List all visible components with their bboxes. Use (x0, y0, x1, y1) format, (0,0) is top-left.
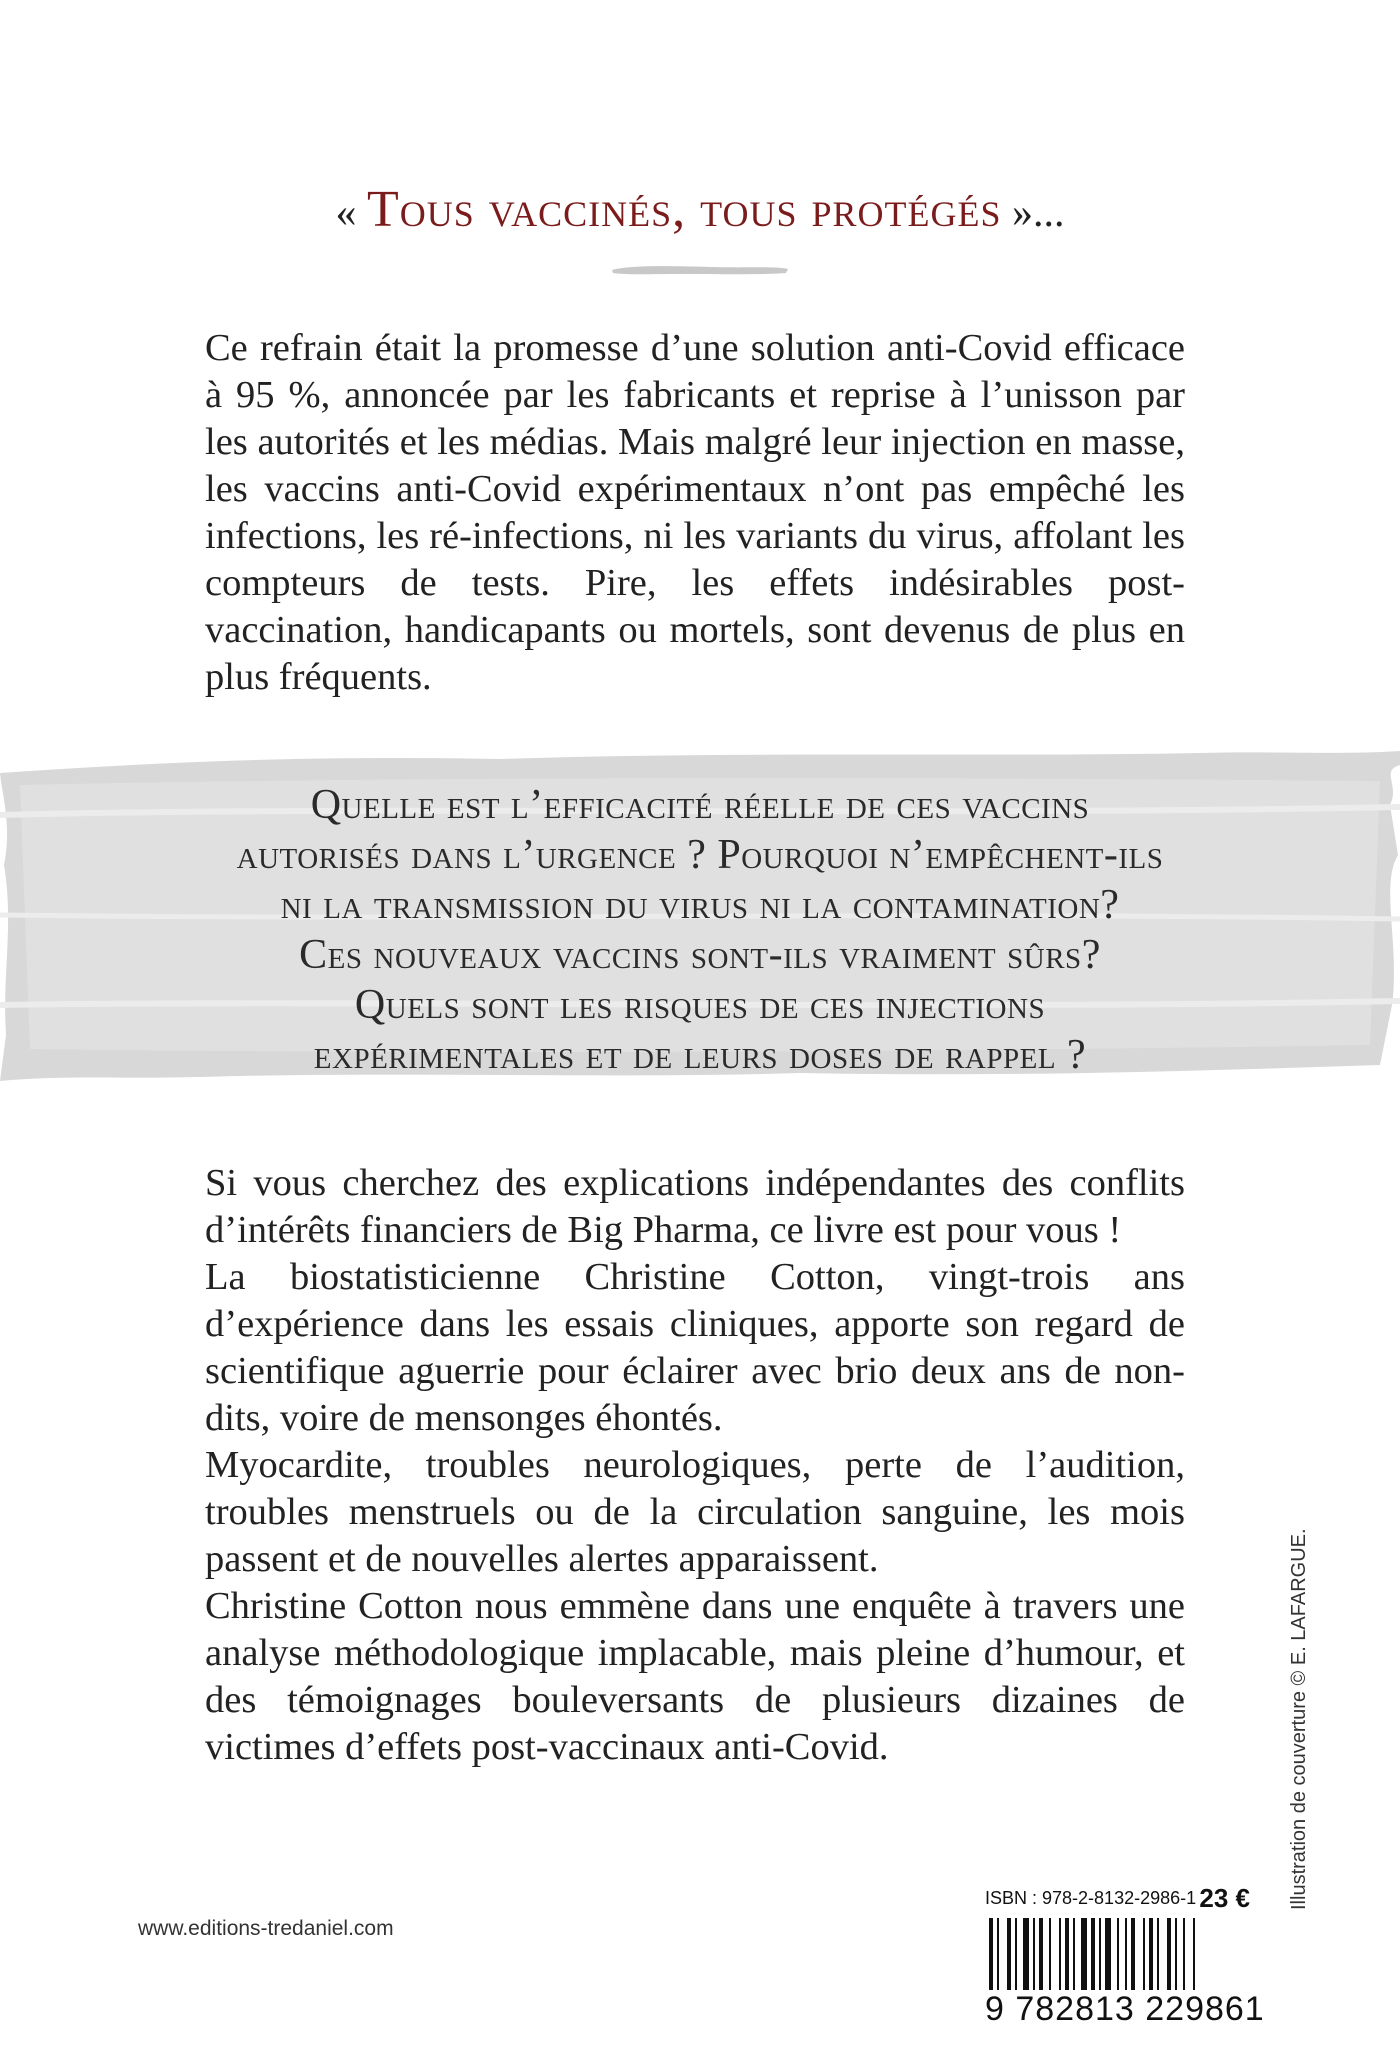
isbn-label: ISBN : 978-2-8132-2986-1 (985, 1888, 1197, 1908)
question-line: Quelle est l’efficacité réelle de ces vaccins (310, 782, 1090, 828)
body-paragraph: La biostatisticienne Christine Cotton, vingt-trois ans d’expérience dans les essais cliniques, apporte son regard de scientifique aguerrie pour éclairer avec brio deux ans de non-dits, voire de mensonges éhontés. (205, 1256, 1185, 1439)
brush-stroke-divider (610, 263, 790, 277)
body-paragraph: Myocardite, troubles neurologiques, perte de l’audition, troubles menstruels ou de la circulation sanguine, les mois passent et de nouvelles alertes apparaissent. (205, 1444, 1185, 1580)
title-main: Tous vaccinés, tous protégés (366, 181, 1002, 238)
title-open-quote: « (335, 190, 367, 236)
barcode-number: 9 782813 229861 (985, 1990, 1265, 2028)
questions-block (200, 780, 1200, 1080)
publisher-website: www.editions-tredaniel.com (138, 1917, 394, 1940)
price-label: 23 € (1199, 1883, 1250, 1913)
barcode-icon (985, 1918, 1250, 1990)
title-close: »... (1001, 190, 1065, 236)
body-paragraph: Si vous cherchez des explications indépendantes des conflits d’intérêts financiers de Big Pharma, ce livre est pour vous ! (205, 1162, 1185, 1251)
question-line: expérimentales et de leurs doses de rappel ? (313, 1032, 1087, 1078)
intro-text: Ce refrain était la promesse d’une solution anti-Covid efficace à 95 %, annoncée par les fabricants et reprise à l’unisson par les autorités et les médias. Mais malgré leur injection en masse, les vaccins anti-Covid expérimentaux n’ont pas empêché les infections, les ré-infections, ni les variants du virus, affolant les compteurs de tests. Pire, les effets indésirables post-vaccination, handicapants ou mortels, sont devenus de plus en plus fréquents. (205, 327, 1185, 698)
cover-credit: Illustration de couverture © E. LAFARGUE. (1288, 1528, 1310, 1910)
cover-title (0, 180, 1400, 239)
body-paragraphs (205, 1160, 1185, 1771)
intro-paragraph (205, 325, 1185, 701)
question-line: ni la transmission du virus ni la contamination? (280, 882, 1120, 928)
question-line: autorisés dans l’urgence ? Pourquoi n’empêchent-ils (236, 832, 1164, 878)
question-line: Ces nouveaux vaccins sont-ils vraiment sûrs? (299, 932, 1101, 978)
question-line: Quels sont les risques de ces injections (354, 982, 1046, 1028)
body-paragraph: Christine Cotton nous emmène dans une enquête à travers une analyse méthodologique implacable, mais pleine d’humour, et des témoignages bouleversants de plusieurs dizaines de victimes d’effets post-vaccinaux anti-Covid. (205, 1585, 1185, 1768)
barcode-block (985, 1880, 1265, 2045)
